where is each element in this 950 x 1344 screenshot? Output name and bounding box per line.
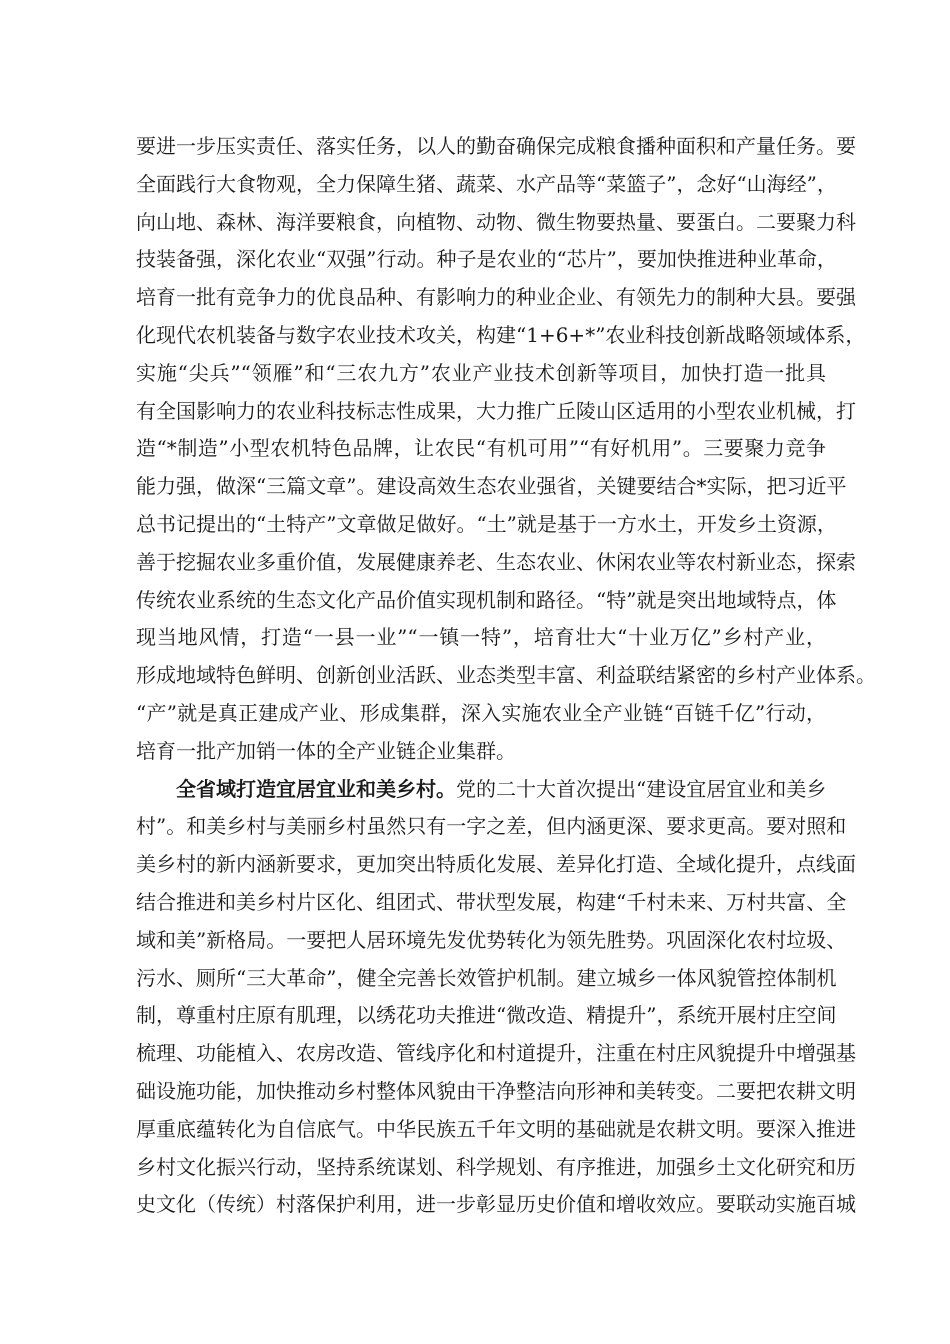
paragraph-heading: 全省域打造宜居宜业和美乡村。 bbox=[176, 776, 456, 801]
text-line: 化现代农机装备与数字农业技术攻关，构建“1+6+*”农业科技创新战略领域体系， bbox=[136, 322, 866, 347]
text-line: 制，尊重村庄原有肌理，以绣花功夫推进“微改造、精提升”，系统开展村庄空间 bbox=[136, 1003, 837, 1028]
text-line: 美乡村的新内涵新要求，更加突出特质化发展、差异化打造、全域化提升，点线面 bbox=[136, 852, 856, 877]
text-line: 培育一批有竞争力的优良品种、有影响力的种业企业、有领先力的制种大县。要强 bbox=[136, 285, 856, 310]
text-line: 向山地、森林、海洋要粮食，向植物、动物、微生物要热量、要蛋白。二要聚力科 bbox=[136, 209, 856, 234]
body-text bbox=[136, 128, 876, 1224]
text-line: 能力强，做深“三篇文章”。建设高效生态农业强省，关键要结合*实际，把习近平 bbox=[136, 474, 847, 499]
text-line: 善于挖掘农业多重价值，发展健康养老、生态农业、休闲农业等农村新业态，探索 bbox=[136, 549, 856, 574]
text-line: 技装备强，深化农业“双强”行动。种子是农业的“芯片”，要加快推进种业革命， bbox=[136, 247, 837, 272]
text-line: 梳理、功能植入、农房改造、管线序化和村道提升，注重在村庄风貌提升中增强基 bbox=[136, 1041, 856, 1066]
text-line: 础设施功能，加快推动乡村整体风貌由干净整洁向形神和美转变。二要把农耕文明 bbox=[136, 1078, 856, 1103]
text-line: 培育一批产加销一体的全产业链企业集群。 bbox=[136, 738, 516, 763]
text-line: 有全国影响力的农业科技标志性成果，大力推广丘陵山区适用的小型农业机械，打 bbox=[136, 398, 856, 423]
text-line: 全面践行大食物观，全力保障生猪、蔬菜、水产品等“菜篮子”，念好“山海经”， bbox=[136, 171, 837, 196]
paragraph-first-line bbox=[136, 771, 826, 809]
text-line: 域和美”新格局。一要把人居环境先发优势转化为领先胜势。巩固深化农村垃圾、 bbox=[136, 927, 847, 952]
text-line: 实施“尖兵”“领雁”和“三农九方”农业产业技术创新等项目，加快打造一批具 bbox=[136, 360, 826, 385]
heading-line-rest: 党的二十大首次提出“建设宜居宜业和美乡 bbox=[456, 776, 827, 801]
text-line: 要进一步压实责任、落实任务，以人的勤奋确保完成粮食播种面积和产量任务。要 bbox=[136, 134, 856, 158]
text-line: 厚重底蕴转化为自信底气。中华民族五千年文明的基础就是农耕文明。要深入推进 bbox=[136, 1116, 856, 1141]
text-line: “产”就是真正建成产业、形成集群，深入实施农业全产业链“百链千亿”行动， bbox=[136, 700, 826, 725]
text-line: 结合推进和美乡村片区化、组团式、带状型发展，构建“千村未来、万村共富、全 bbox=[136, 889, 847, 914]
text-line: 传统农业系统的生态文化产品价值实现机制和路径。“特”就是突出地域特点，体 bbox=[136, 587, 837, 612]
text-line: 村”。和美乡村与美丽乡村虽然只有一字之差，但内涵更深、要求更高。要对照和 bbox=[136, 814, 847, 839]
text-line: 史文化（传统）村落保护利用，进一步彰显历史价值和增收效应。要联动实施百城 bbox=[136, 1192, 856, 1217]
text-line: 形成地域特色鲜明、创新创业活跃、业态类型丰富、利益联结紧密的乡村产业体系。 bbox=[136, 663, 876, 688]
paragraph-1 bbox=[136, 128, 876, 771]
text-line: 污水、厕所“三大革命”，健全完善长效管护机制。建立城乡一体风貌管控体制机 bbox=[136, 965, 837, 990]
text-line: 总书记提出的“土特产”文章做足做好。“土”就是基于一方水土，开发乡土资源， bbox=[136, 511, 837, 536]
text-line: 乡村文化振兴行动，坚持系统谋划、科学规划、有序推进，加强乡土文化研究和历 bbox=[136, 1154, 856, 1179]
text-line: 现当地风情，打造“一县一业”“一镇一特”，培育壮大“十业万亿”乡村产业， bbox=[136, 625, 826, 650]
paragraph-2 bbox=[136, 771, 856, 1225]
text-line: 造“*制造”小型农机特色品牌，让农民“有机可用”“有好机用”。三要聚力竞争 bbox=[136, 436, 826, 461]
